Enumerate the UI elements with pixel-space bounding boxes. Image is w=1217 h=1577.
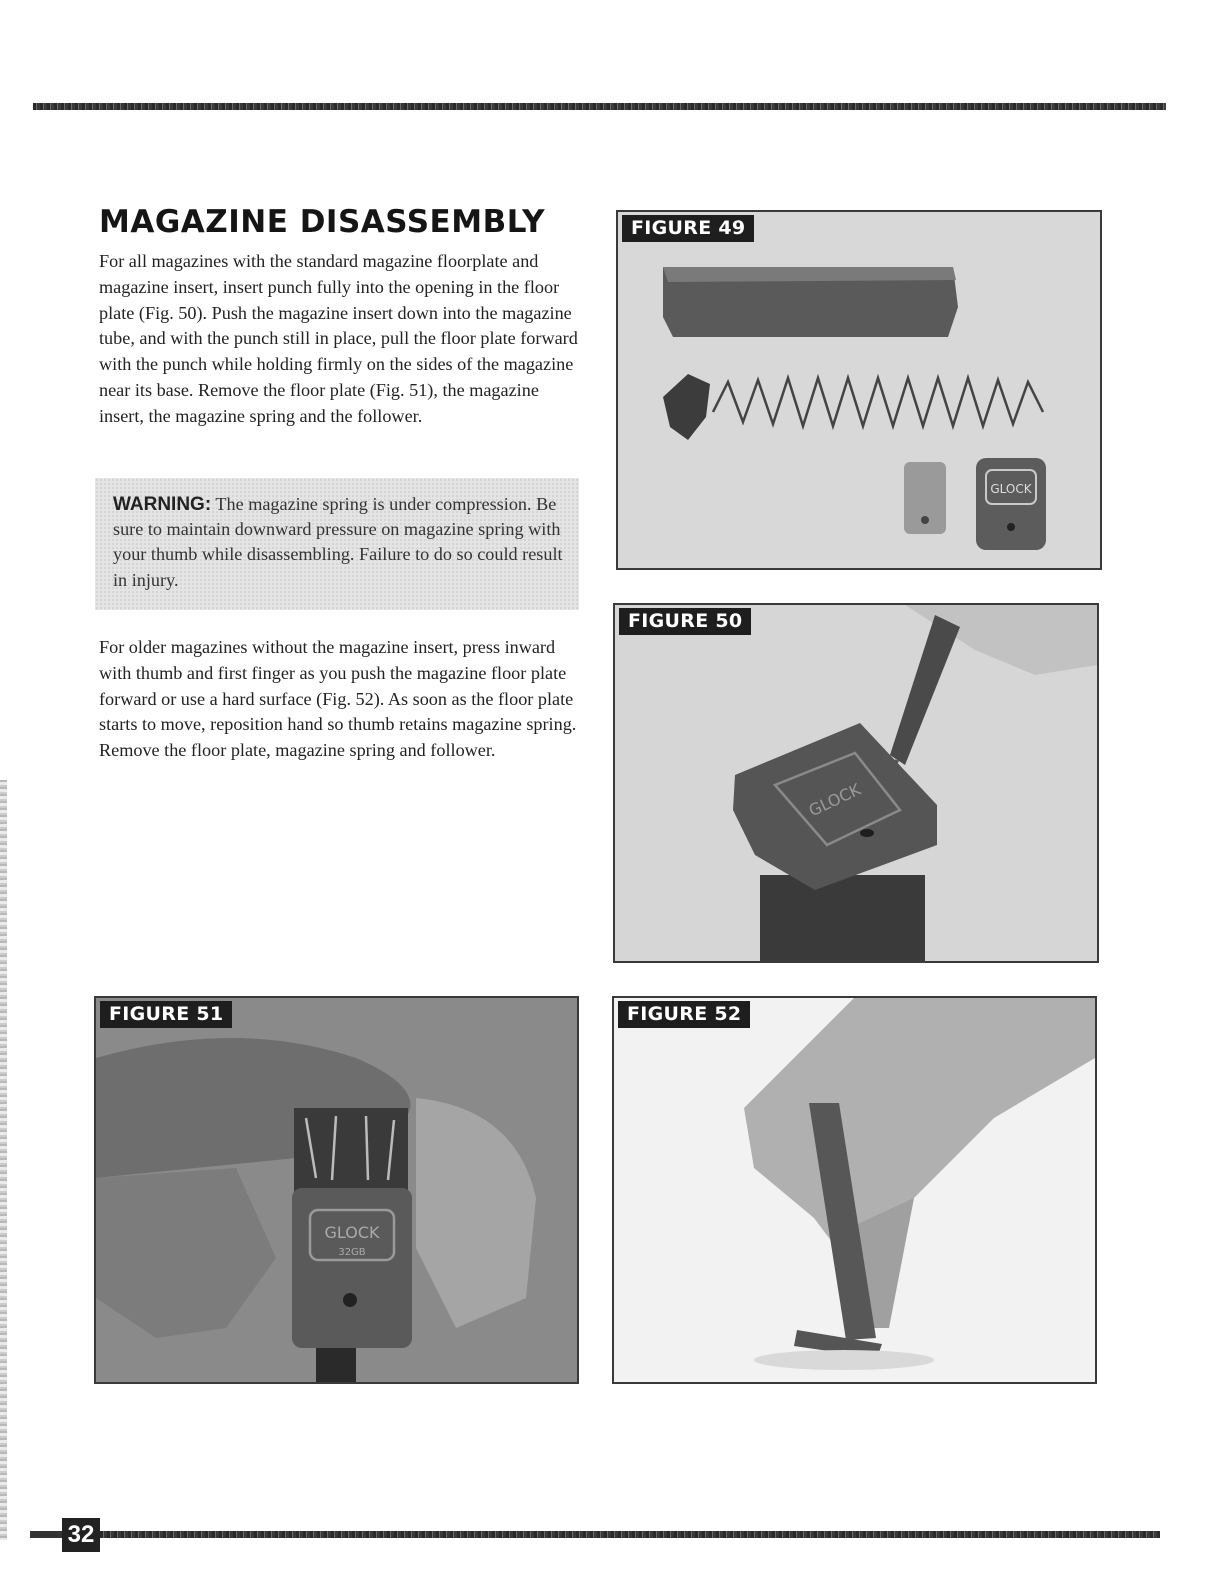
figure-51: [94, 996, 579, 1384]
floor-plate-shape: [292, 1188, 412, 1348]
figure-50-logo: GLOCK: [805, 779, 864, 821]
bottom-rule: [100, 1531, 1160, 1538]
figure-52-photo: [614, 998, 1095, 1382]
figure-50-photo: [615, 605, 1097, 961]
warning-box: [95, 478, 579, 610]
figure-51-logo: GLOCK: [324, 1223, 380, 1242]
bottom-rule-left: [30, 1531, 62, 1538]
figure-49: [616, 210, 1102, 570]
magazine-body-shape: [760, 875, 925, 961]
figure-51-photo: [96, 998, 577, 1382]
figure-50-label: FIGURE 50: [619, 608, 751, 635]
paragraph-insert-magazines: For all magazines with the standard magazine floorplate and magazine insert, insert punch fully into the opening in the floor plate (Fig. 50). Push the magazine insert down into the magazine tube, and with the punch still in place, pull the floor plate forward with the punch while holding firmly on the sides of the magazine near its base. Remove the floor plate (Fig. 51), the magazine insert, the magazine spring and the follower.: [99, 251, 578, 426]
binding-edge: [0, 780, 7, 1540]
figure-49-logo: GLOCK: [990, 482, 1032, 496]
warning-label: WARNING:: [113, 494, 212, 515]
figure-51-subtext: 32GB: [338, 1247, 366, 1258]
paragraph-older-magazines: For older magazines without the magazine insert, press inward with thumb and first finger as you push the magazine floor plate forward or use a hard surface (Fig. 52). As soon as the floor plate starts to move, reposition hand so thumb retains magazine spring. Remove the floor plate, magazine spring and follower.: [99, 637, 577, 761]
surface-shadow-shape: [754, 1350, 934, 1370]
top-rule: [33, 103, 1166, 110]
figure-51-label: FIGURE 51: [100, 1001, 232, 1028]
page-number: 32: [62, 1518, 100, 1552]
figure-52-label: FIGURE 52: [618, 1001, 750, 1028]
warning-body: The magazine spring is under compression. Be sure to maintain downward pressure on magazine spring with your thumb while disassembling. Failure to do so could result in injury.: [113, 494, 563, 590]
figure-50: [613, 603, 1099, 963]
figure-49-label: FIGURE 49: [622, 215, 754, 242]
page-heading: MAGAZINE DISASSEMBLY: [99, 204, 546, 240]
figure-49-photo: [618, 212, 1100, 568]
warning-text: [113, 492, 568, 593]
figure-52: [612, 996, 1097, 1384]
